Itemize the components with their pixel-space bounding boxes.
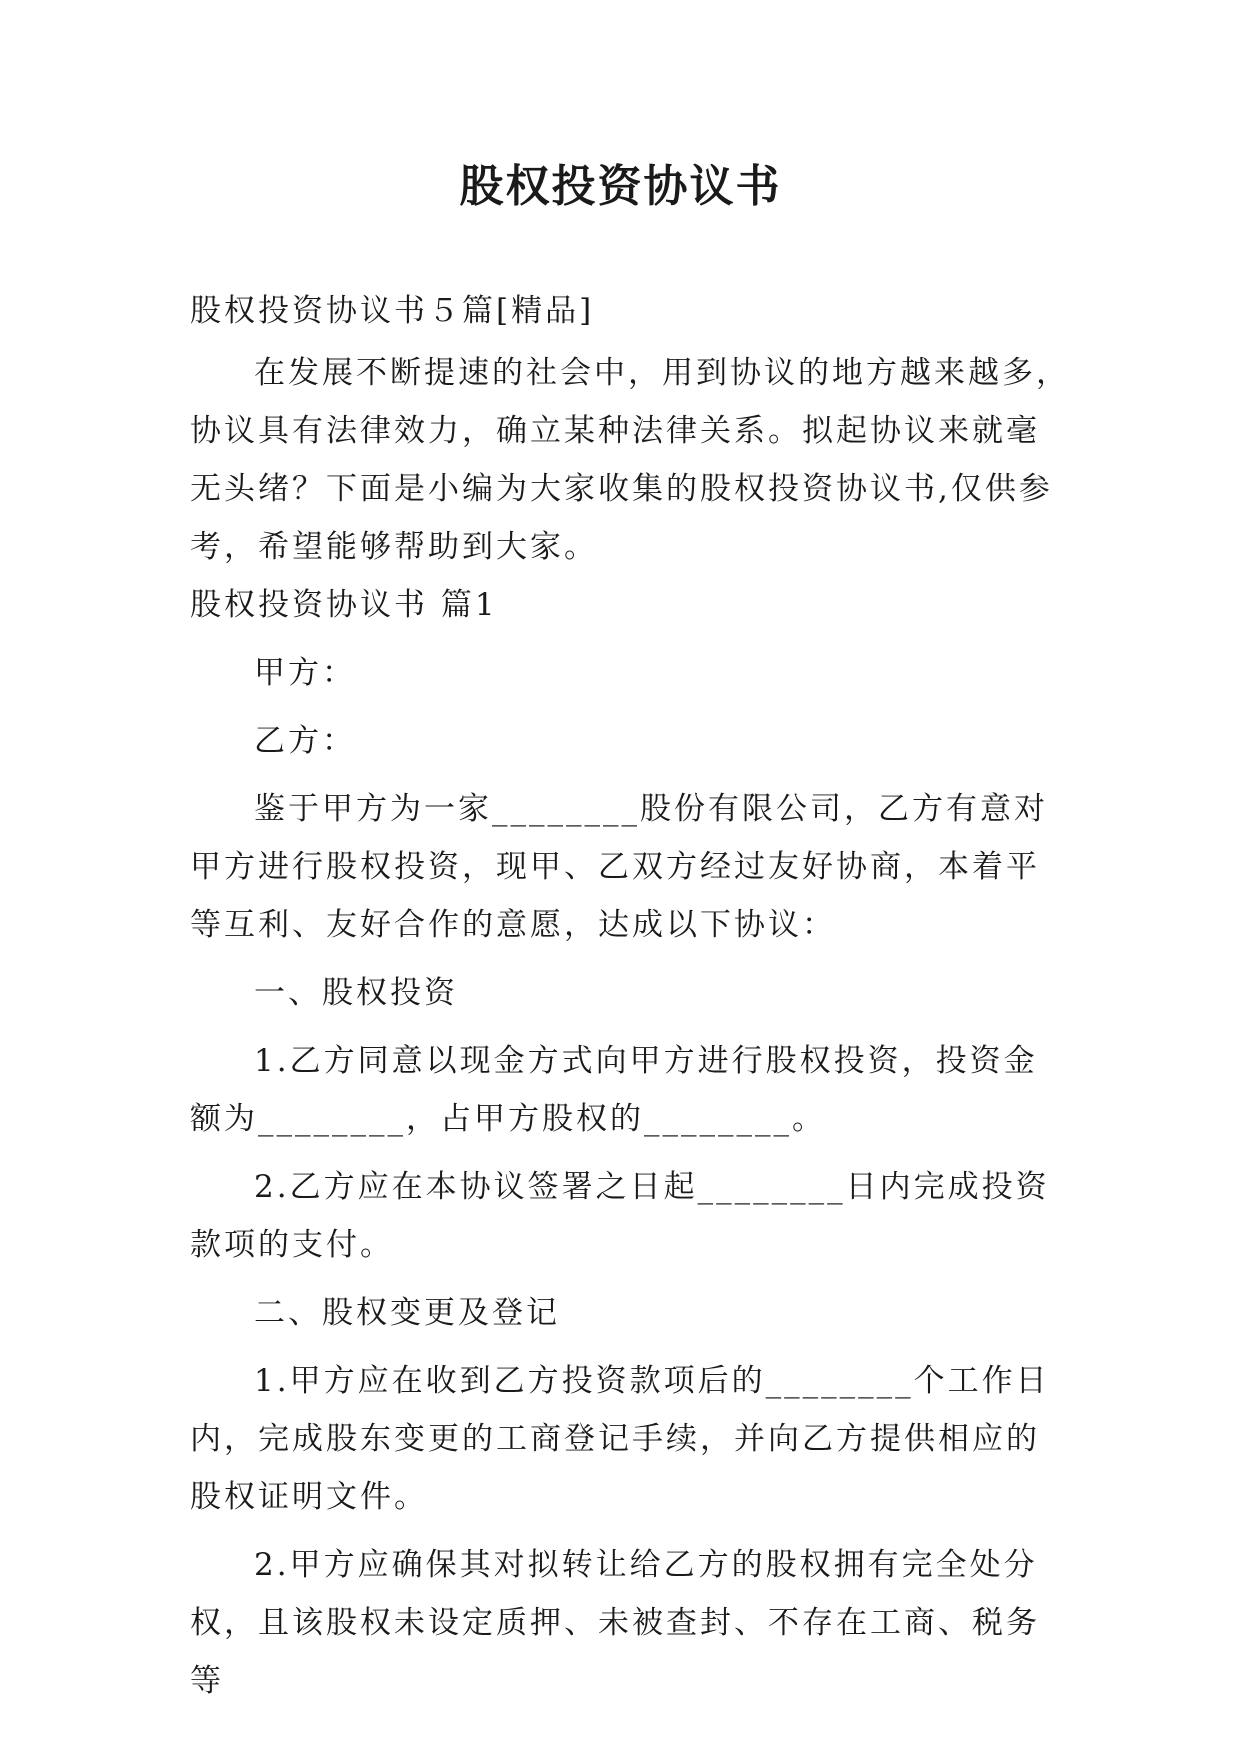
document-title: 股权投资协议书 <box>459 161 782 212</box>
clause-item: 2.甲方应确保其对拟转让给乙方的股权拥有完全处分权，且该股权未设定质押、未被查封、不存在工商、税务等 <box>190 1547 1040 1699</box>
section-heading: 股权投资协议书 篇1 <box>190 587 498 623</box>
clause-heading: 一、股权投资 <box>254 975 458 1011</box>
party-b-line: 乙方： <box>254 723 356 759</box>
clause-item: 2.乙方应在本协议签署之日起________日内完成投资款项的支付。 <box>190 1169 1050 1263</box>
clause-heading: 二、股权变更及登记 <box>254 1295 560 1331</box>
intro-paragraph: 在发展不断提速的社会中，用到协议的地方越来越多，协议具有法律效力，确立某种法律关系。拟起协议来就毫无头绪？下面是小编为大家收集的股权投资协议书,仅供参考，希望能够帮助到大家。 <box>190 355 1070 565</box>
clause-item: 1.乙方同意以现金方式向甲方进行股权投资，投资金额为________，占甲方股权的________。 <box>190 1043 1038 1137</box>
preamble-paragraph: 鉴于甲方为一家________股份有限公司，乙方有意对甲方进行股权投资，现甲、乙双方经过友好协商，本着平等互利、友好合作的意愿，达成以下协议： <box>190 791 1048 943</box>
document-body <box>190 282 1070 1710</box>
clause-item: 1.甲方应在收到乙方投资款项后的________个工作日内，完成股东变更的工商登记手续，并向乙方提供相应的股权证明文件。 <box>190 1363 1050 1515</box>
party-a-line: 甲方： <box>254 655 356 691</box>
document-subtitle: 股权投资协议书５篇[精品] <box>190 293 595 329</box>
